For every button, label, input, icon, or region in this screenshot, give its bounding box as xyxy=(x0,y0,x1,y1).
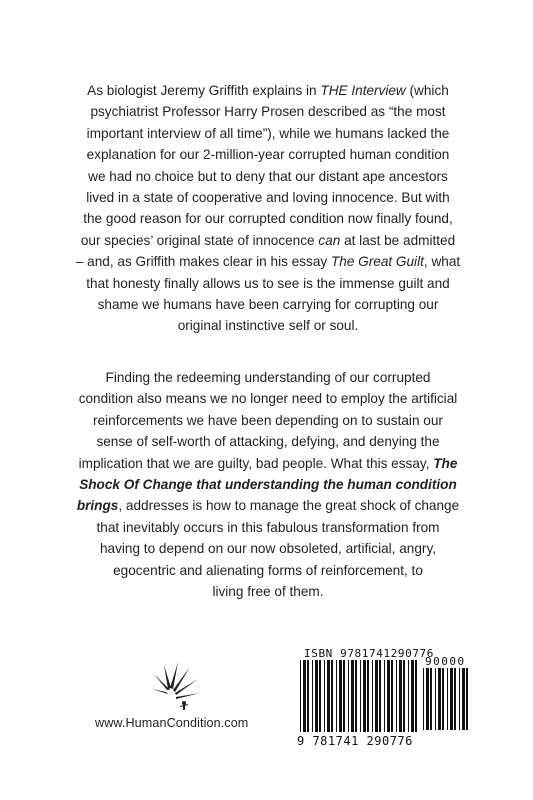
text-segment: the good reason for our corrupted condition now finally found, xyxy=(83,211,453,227)
addon-barcode-icon xyxy=(423,668,469,738)
text-segment: sense of self-worth of attacking, defying, and denying the xyxy=(96,434,440,450)
price-addon-digits: 90000 xyxy=(425,655,466,668)
text-segment: THE Interview xyxy=(320,83,406,98)
text-line xyxy=(70,431,466,452)
text-segment: can xyxy=(318,232,341,248)
text-segment: , addresses is how to manage the great shock of change xyxy=(118,498,460,514)
text-line xyxy=(70,538,466,559)
isbn-label: ISBN 9781741290776 xyxy=(304,647,435,660)
text-segment: condition also means we no longer need to employ the artificial xyxy=(78,391,458,407)
text-segment: original instinctive self or soul. xyxy=(177,318,359,334)
human-condition-logo-icon xyxy=(150,659,202,711)
text-segment: The Great Guilt xyxy=(330,254,424,270)
text-line xyxy=(70,560,466,581)
text-line xyxy=(70,144,466,165)
text-line xyxy=(70,208,466,229)
text-segment: The xyxy=(433,455,458,471)
text-line xyxy=(70,517,466,538)
website-url[interactable]: www.HumanCondition.com xyxy=(95,716,249,730)
text-segment: As biologist Jeremy Griffith explains in xyxy=(87,83,321,98)
text-segment: reinforcements we have been depending on to sustain our xyxy=(93,412,443,428)
blurb-paragraph-1 xyxy=(70,80,466,337)
text-segment: living free of them. xyxy=(212,584,324,600)
text-line xyxy=(70,315,466,336)
text-segment: Shock Of Change that understanding the human condition xyxy=(79,477,457,493)
text-line xyxy=(70,251,466,272)
text-segment: shame we humans have been carrying for corrupting our xyxy=(97,297,439,313)
text-segment: we had no choice but to deny that our distant ape ancestors xyxy=(88,168,448,184)
text-line xyxy=(70,388,466,409)
text-segment: – and, as Griffith makes clear in his essay xyxy=(75,254,331,270)
text-segment: at last be admitted xyxy=(340,232,456,248)
text-segment: (which xyxy=(405,83,449,98)
blurb-paragraph-2 xyxy=(70,367,466,602)
text-segment: important interview of all time”), while we humans lacked the xyxy=(86,125,450,141)
text-line xyxy=(70,101,466,122)
text-line xyxy=(70,294,466,315)
text-segment: , what xyxy=(423,254,461,270)
ean-digits: 9 781741 290776 xyxy=(297,734,413,748)
text-line xyxy=(70,80,466,101)
text-line xyxy=(70,273,466,294)
text-segment: that honesty finally allows us to see is the immense guilt and xyxy=(86,275,450,291)
text-line xyxy=(70,367,466,388)
text-segment: implication that we are guilty, bad people. What this essay, xyxy=(78,455,434,471)
text-line xyxy=(70,166,466,187)
text-segment: brings xyxy=(76,498,119,514)
text-segment: lived in a state of cooperative and loving innocence. But with xyxy=(86,190,450,206)
text-line xyxy=(70,187,466,208)
text-line xyxy=(70,581,466,602)
text-segment: explanation for our 2-million-year corrupted human condition xyxy=(86,147,450,163)
text-segment: Finding the redeeming understanding of our corrupted xyxy=(105,370,431,385)
text-segment: psychiatrist Professor Harry Prosen described as “the most xyxy=(90,104,446,120)
text-line xyxy=(70,453,466,474)
text-line xyxy=(70,474,466,495)
text-segment: that inevitably occurs in this fabulous transformation from xyxy=(96,519,440,535)
text-line xyxy=(70,495,466,516)
ean-barcode-icon xyxy=(300,660,420,736)
text-line xyxy=(70,123,466,144)
text-segment: having to depend on our now obsoleted, artificial, angry, xyxy=(99,541,437,557)
text-segment: egocentric and alienating forms of reinforcement, to xyxy=(113,562,423,578)
text-segment: our species’ original state of innocence xyxy=(80,232,319,248)
text-line xyxy=(70,410,466,431)
text-line xyxy=(70,230,466,251)
